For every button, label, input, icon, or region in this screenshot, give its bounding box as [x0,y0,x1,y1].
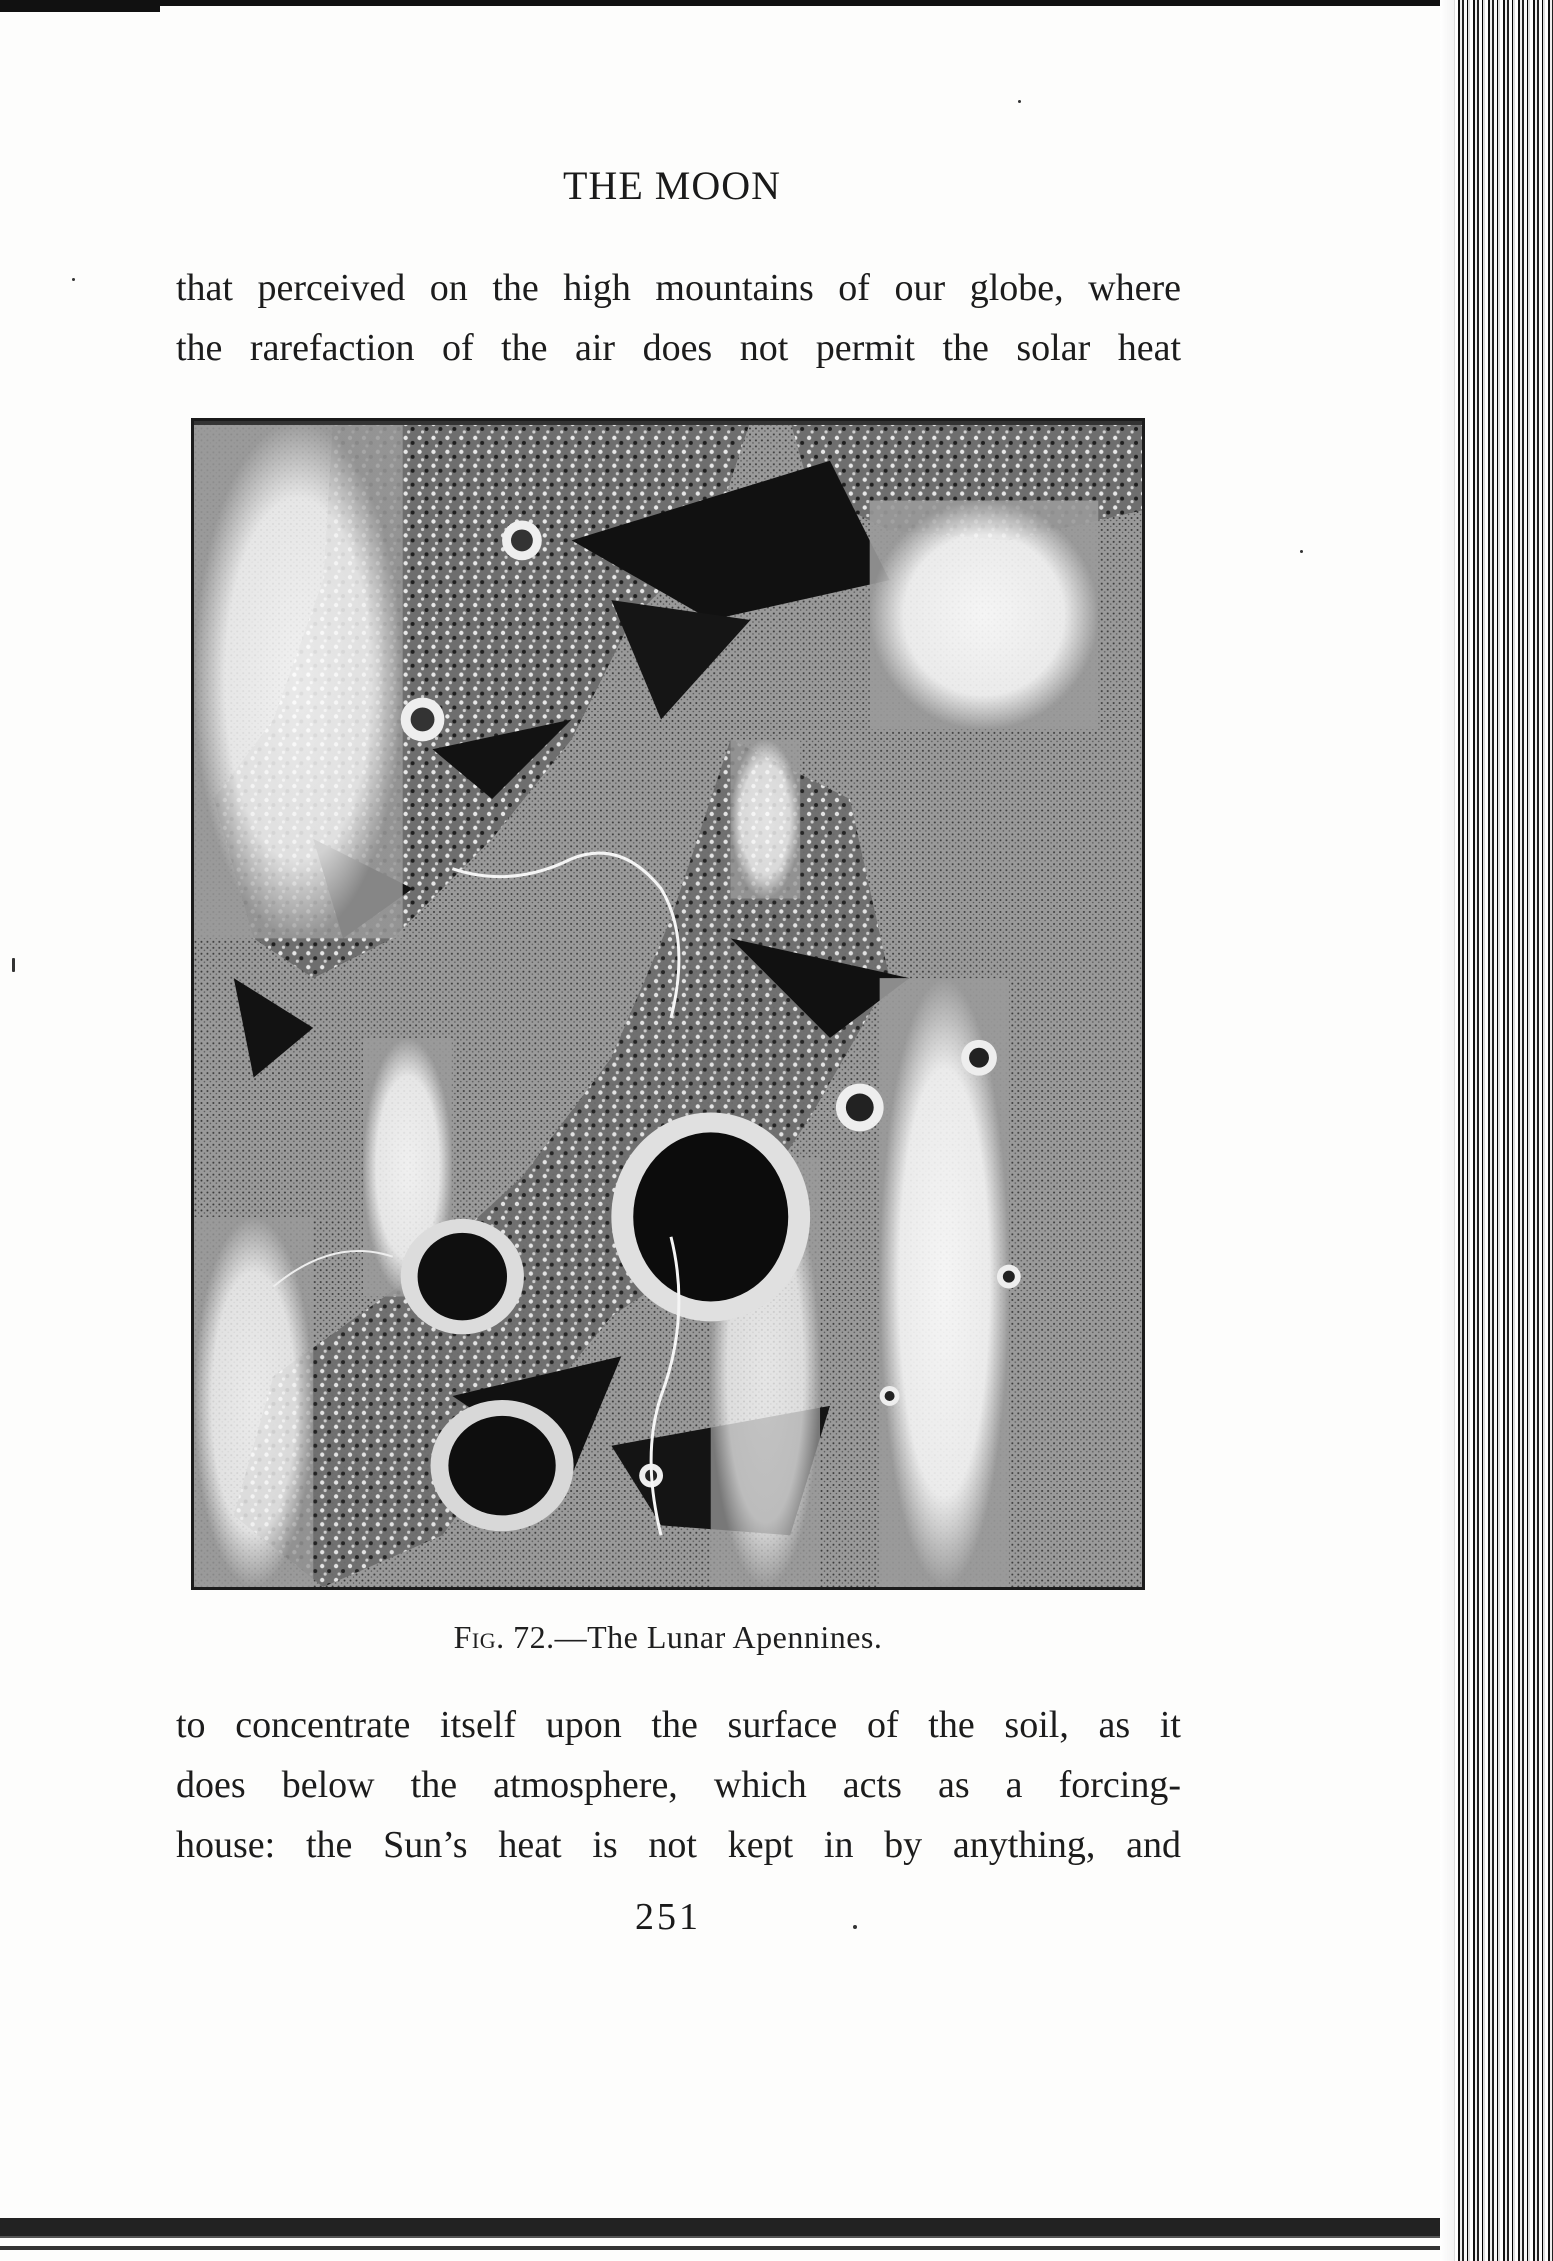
text-line: house: the Sun’s heat is not kept in by anything, and [176,1824,1181,1866]
text-line: the rarefaction of the air does not permit the solar heat [176,327,1181,369]
text-line: to concentrate itself upon the surface of the soil, as it [176,1704,1181,1746]
scan-bottom-edge [0,2208,1440,2261]
lunar-apennines-engraving [191,418,1145,1590]
paragraph-bottom [176,1695,1181,1875]
scan-speck [72,278,75,281]
figure-title: —The Lunar Apennines. [554,1619,883,1655]
paragraph-top [176,258,1181,378]
scan-speck [12,958,15,972]
scan-speck [1300,550,1303,553]
scan-speck [853,1925,857,1929]
text-line: that perceived on the high mountains of our globe, where [176,267,1181,309]
scan-speck [1018,100,1021,103]
page-number: 251 [635,1896,701,1938]
moon-surface-illustration [194,421,1142,1587]
text-line: does below the atmosphere, which acts as a forcing- [176,1764,1181,1806]
book-page-edges [1440,0,1553,2261]
figure-label: Fig. 72. [453,1619,555,1655]
running-head: THE MOON [563,163,781,208]
figure-caption [0,1619,1336,1656]
scan-top-edge [0,0,1455,14]
